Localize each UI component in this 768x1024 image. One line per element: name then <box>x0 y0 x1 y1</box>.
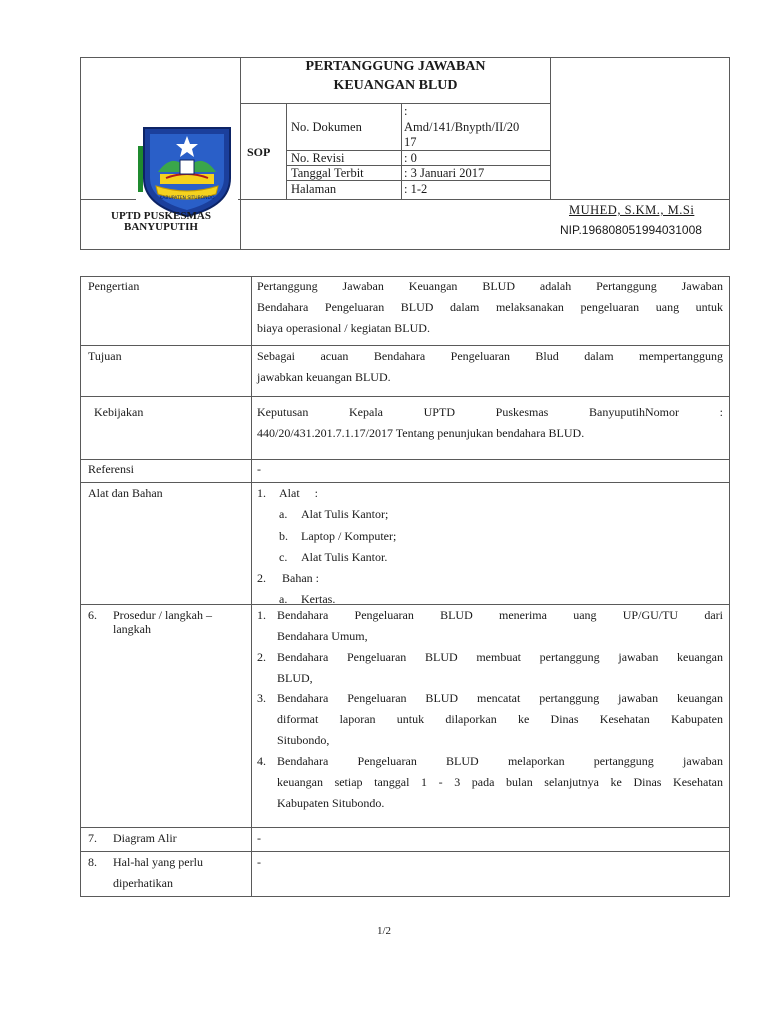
diagram-value: - <box>257 831 261 845</box>
alat-item: Laptop / Komputer; <box>301 529 397 543</box>
bahan-heading: Bahan : <box>282 571 319 585</box>
field-label-no-revisi: No. Revisi <box>291 151 345 165</box>
field-label-no-dokumen: No. Dokumen <box>291 120 362 134</box>
prosedur-label-line1: Prosedur / langkah – <box>113 608 212 622</box>
row-label-diagram-alir: Diagram Alir <box>113 831 177 845</box>
alat-number: 1. <box>257 486 266 500</box>
row-label-tujuan: Tujuan <box>88 349 122 363</box>
field-value-tanggal-terbit: : 3 Januari 2017 <box>404 166 485 180</box>
bahan-number: 2. <box>257 571 266 585</box>
pengertian-line-2: Bendahara Pengeluaran BLUD dalam melaksanakan pengeluaran uang untuk <box>257 300 723 314</box>
step-3-line-3: Situbondo, <box>277 733 330 747</box>
step-2-line-2: BLUD, <box>277 671 313 685</box>
alat-item-letter: a. <box>279 507 288 521</box>
tujuan-line-2: jawabkan keuangan BLUD. <box>257 370 391 384</box>
step-1-line-2: Bendahara Umum, <box>277 629 368 643</box>
field-value-no-revisi: : 0 <box>404 151 417 165</box>
page-number: 1/2 <box>376 925 392 937</box>
bahan-items-clip <box>256 589 726 603</box>
alat-item: Alat Tulis Kantor. <box>301 550 388 564</box>
row-label-alat-dan-bahan: Alat dan Bahan <box>88 486 163 500</box>
field-value-halaman: : 1-2 <box>404 182 428 196</box>
row-label-pengertian: Pengertian <box>88 279 140 293</box>
hal-number: 8. <box>88 855 97 869</box>
field-label-halaman: Halaman <box>291 182 337 196</box>
referensi-value: - <box>257 462 261 476</box>
row-label-hal-line2: diperhatikan <box>113 876 173 890</box>
document-title-line1: PERTANGGUNG JAWABAN <box>305 59 486 74</box>
pengertian-line-1: Pertanggung Jawaban Keuangan BLUD adalah Pertanggung Jawaban <box>257 279 723 293</box>
prosedur-number: 6. <box>88 608 97 622</box>
step-4-line-3: Kabupaten Situbondo. <box>277 796 385 810</box>
signer-name: MUHED, S.KM., M.Si <box>569 203 695 217</box>
tujuan-line-1: Sebagai acuan Bendahara Pengeluaran Blud dalam mempertanggung <box>257 349 723 363</box>
field-label-tanggal-terbit: Tanggal Terbit <box>291 166 364 180</box>
step-2-line-1: Bendahara Pengeluaran BLUD membuat pertanggung jawaban keuangan <box>277 650 723 664</box>
step-number: 3. <box>257 691 266 705</box>
field-colon-no-dokumen: : <box>404 104 408 118</box>
alat-item-letter: b. <box>279 529 288 543</box>
alat-item: Alat Tulis Kantor; <box>301 507 389 521</box>
pengertian-line-3: biaya operasional / kegiatan BLUD. <box>257 321 430 335</box>
kebijakan-line-1: Keputusan Kepala UPTD Puskesmas BanyuputihNomor : <box>257 405 723 419</box>
org-name-line1: UPTD PUSKESMAS <box>111 210 211 222</box>
row-label-kebijakan: Kebijakan <box>94 405 144 419</box>
step-number: 1. <box>257 608 266 622</box>
logo-caption: KABUPATEN SITUBONDO <box>159 196 215 201</box>
bahan-item: Kertas. <box>301 592 336 603</box>
step-number: 2. <box>257 650 266 664</box>
hal-value: - <box>257 855 261 869</box>
logo-kabupaten-situbondo <box>136 122 238 218</box>
document-title-line2: KEUANGAN BLUD <box>333 78 458 93</box>
step-3-line-1: Bendahara Pengeluaran BLUD mencatat pertanggung jawaban keuangan <box>277 691 723 705</box>
bahan-item-letter: a. <box>279 592 288 603</box>
field-value-no-dokumen-line1: Amd/141/Bnypth/II/20 <box>404 120 520 134</box>
prosedur-label-line2: langkah <box>113 622 151 636</box>
step-4-line-2: keuangan setiap tanggal 1 - 3 pada bulan selanjutnya ke Dinas Kesehatan <box>277 775 723 789</box>
alat-heading: Alat : <box>279 486 318 500</box>
kebijakan-line-2: 440/20/431.201.7.1.17/2017 Tentang penunjukan bendahara BLUD. <box>257 426 585 440</box>
sop-label: SOP <box>247 145 271 159</box>
step-3-line-2: diformat laporan untuk dilaporkan ke Dinas Kesehatan Kabupaten <box>277 712 723 726</box>
step-1-line-1: Bendahara Pengeluaran BLUD menerima uang UP/GU/TU dari <box>277 608 723 622</box>
row-label-hal-line1: Hal-hal yang perlu <box>113 855 203 869</box>
alat-item-letter: c. <box>279 550 288 564</box>
field-value-no-dokumen-line2: 17 <box>404 135 417 149</box>
step-4-line-1: Bendahara Pengeluaran BLUD melaporkan pertanggung jawaban <box>277 754 723 768</box>
step-number: 4. <box>257 754 266 768</box>
signer-nip: NIP.196808051994031008 <box>560 223 702 237</box>
row-label-referensi: Referensi <box>88 462 134 476</box>
diagram-number: 7. <box>88 831 97 845</box>
org-name-line2: BANYUPUTIH <box>124 221 198 233</box>
